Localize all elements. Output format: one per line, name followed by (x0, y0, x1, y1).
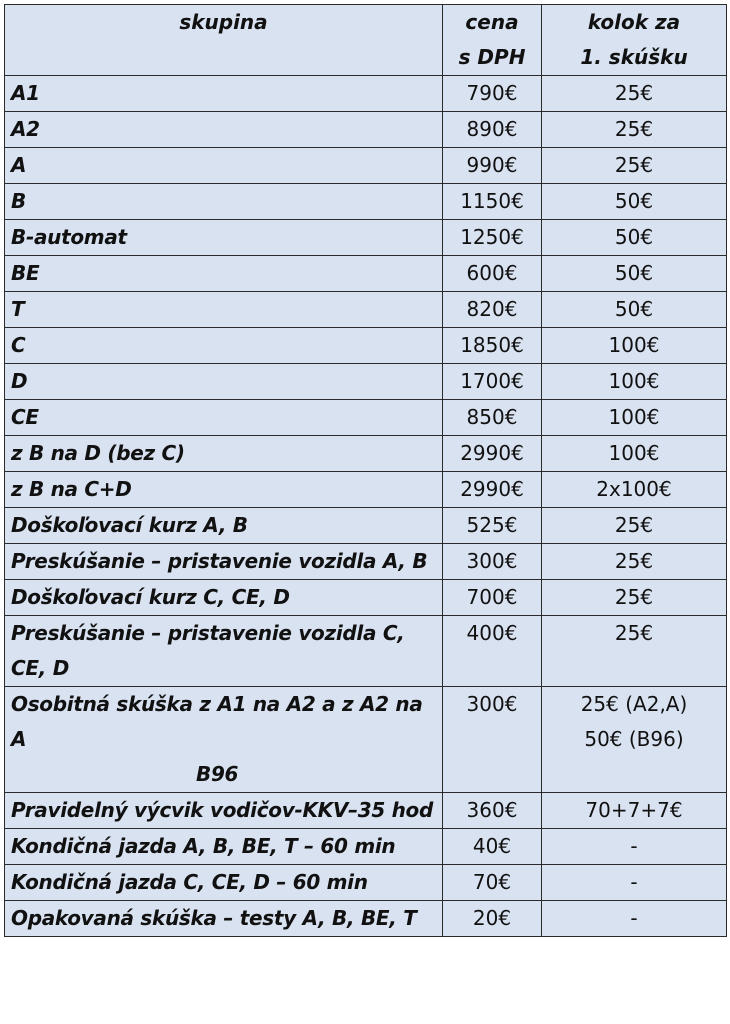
table-row (5, 364, 727, 400)
group-name-extra: B96 (196, 762, 239, 786)
fee-value: 25€ (614, 117, 654, 141)
group-cell (5, 829, 443, 865)
fee-cell (542, 829, 727, 865)
price-cell: 2990€ (443, 436, 542, 472)
group-name: Doškoľovací kurz A, B (11, 513, 248, 537)
price-cell: 600€ (443, 256, 542, 292)
group-cell (5, 400, 443, 436)
price-cell: 820€ (443, 292, 542, 328)
fee-cell (542, 400, 727, 436)
fee-value: 25€ (614, 153, 654, 177)
table-row (5, 472, 727, 508)
fee-value-extra: 50€ (B96) (584, 727, 684, 751)
table-row (5, 256, 727, 292)
group-name: z B na D (bez C) (11, 441, 185, 465)
price-cell: 525€ (443, 508, 542, 544)
group-name: Kondičná jazda C, CE, D – 60 min (11, 870, 368, 894)
header-price-line1: cena (465, 10, 519, 34)
fee-value: 25€ (614, 513, 654, 537)
group-cell (5, 472, 443, 508)
price-cell: 850€ (443, 400, 542, 436)
header-fee (542, 5, 727, 76)
fee-cell (542, 472, 727, 508)
group-name: T (11, 297, 25, 321)
price-cell: 1250€ (443, 220, 542, 256)
group-name: A (11, 153, 27, 177)
fee-value: 70+7+7€ (585, 798, 683, 822)
group-cell (5, 220, 443, 256)
fee-value: 50€ (614, 297, 654, 321)
table-row (5, 580, 727, 616)
fee-value: 100€ (608, 369, 660, 393)
group-cell (5, 184, 443, 220)
table-row (5, 328, 727, 364)
table-row (5, 436, 727, 472)
header-group (5, 5, 443, 76)
group-name: CE (11, 405, 39, 429)
group-cell (5, 580, 443, 616)
group-name: Doškoľovací kurz C, CE, D (11, 585, 290, 609)
fee-cell (542, 544, 727, 580)
header-fee-line2: 1. skúšku (580, 45, 688, 69)
price-cell: 1700€ (443, 364, 542, 400)
table-row (5, 76, 727, 112)
group-cell (5, 76, 443, 112)
group-name: Preskúšanie – pristavenie vozidla C, CE, D (11, 621, 405, 680)
fee-cell (542, 220, 727, 256)
group-name: Pravidelný výcvik vodičov-KKV–35 hod (11, 798, 434, 822)
fee-cell (542, 580, 727, 616)
group-cell (5, 616, 443, 687)
header-group-label: skupina (179, 10, 268, 34)
price-cell: 790€ (443, 76, 542, 112)
fee-value: 2x100€ (596, 477, 672, 501)
group-cell (5, 687, 443, 793)
group-name: Kondičná jazda A, B, BE, T – 60 min (11, 834, 396, 858)
price-cell: 20€ (443, 901, 542, 937)
table-row (5, 112, 727, 148)
fee-cell (542, 364, 727, 400)
table-row (5, 687, 727, 793)
table-row (5, 829, 727, 865)
fee-value: 100€ (608, 333, 660, 357)
fee-cell (542, 256, 727, 292)
fee-value: 100€ (608, 405, 660, 429)
fee-value: 100€ (608, 441, 660, 465)
fee-cell (542, 508, 727, 544)
table-row (5, 292, 727, 328)
price-cell: 1850€ (443, 328, 542, 364)
table-row (5, 901, 727, 937)
header-price-line2: s DPH (458, 45, 526, 69)
group-cell (5, 112, 443, 148)
group-name: A1 (11, 81, 40, 105)
price-cell: 700€ (443, 580, 542, 616)
group-name: z B na C+D (11, 477, 132, 501)
table-body (5, 76, 727, 937)
price-cell: 400€ (443, 616, 542, 687)
price-cell: 890€ (443, 112, 542, 148)
group-name: BE (11, 261, 40, 285)
group-cell (5, 292, 443, 328)
fee-value: - (630, 834, 638, 858)
price-cell: 300€ (443, 687, 542, 793)
fee-value: 25€ (614, 549, 654, 573)
group-name: D (11, 369, 28, 393)
price-cell: 300€ (443, 544, 542, 580)
fee-cell (542, 112, 727, 148)
price-cell: 40€ (443, 829, 542, 865)
header-price (443, 5, 542, 76)
fee-value: 25€ (A2,A) (580, 692, 688, 716)
group-name: B (11, 189, 26, 213)
fee-value: 25€ (614, 585, 654, 609)
fee-value: 50€ (614, 261, 654, 285)
table-row (5, 793, 727, 829)
price-cell: 2990€ (443, 472, 542, 508)
fee-cell (542, 76, 727, 112)
fee-value: - (630, 870, 638, 894)
group-cell (5, 544, 443, 580)
fee-cell (542, 328, 727, 364)
table-row (5, 184, 727, 220)
group-cell (5, 436, 443, 472)
price-cell: 990€ (443, 148, 542, 184)
price-cell: 1150€ (443, 184, 542, 220)
price-cell: 70€ (443, 865, 542, 901)
fee-cell (542, 901, 727, 937)
group-cell (5, 256, 443, 292)
fee-cell (542, 616, 727, 687)
fee-cell (542, 148, 727, 184)
header-fee-line1: kolok za (587, 10, 681, 34)
group-cell (5, 364, 443, 400)
fee-value: 25€ (614, 81, 654, 105)
group-name: Osobitná skúška z A1 na A2 a z A2 na A (11, 692, 423, 751)
table-row (5, 616, 727, 687)
price-list-table (4, 4, 727, 937)
fee-cell (542, 184, 727, 220)
fee-value: 25€ (614, 621, 654, 645)
fee-value: 50€ (614, 225, 654, 249)
group-cell (5, 328, 443, 364)
group-name: Opakovaná skúška – testy A, B, BE, T (11, 906, 417, 930)
group-cell (5, 865, 443, 901)
table-row (5, 148, 727, 184)
group-name: A2 (11, 117, 40, 141)
table-row (5, 544, 727, 580)
fee-cell (542, 793, 727, 829)
price-cell: 360€ (443, 793, 542, 829)
group-cell (5, 793, 443, 829)
table-header-row (5, 5, 727, 76)
fee-cell (542, 436, 727, 472)
fee-cell (542, 865, 727, 901)
table-row (5, 220, 727, 256)
table-row (5, 400, 727, 436)
table-row (5, 508, 727, 544)
group-cell (5, 148, 443, 184)
group-cell (5, 901, 443, 937)
group-cell (5, 508, 443, 544)
group-name: Preskúšanie – pristavenie vozidla A, B (11, 549, 428, 573)
group-name: B-automat (11, 225, 127, 249)
fee-cell (542, 687, 727, 793)
table-row (5, 865, 727, 901)
group-name: C (11, 333, 26, 357)
fee-cell (542, 292, 727, 328)
fee-value: 50€ (614, 189, 654, 213)
fee-value: - (630, 906, 638, 930)
